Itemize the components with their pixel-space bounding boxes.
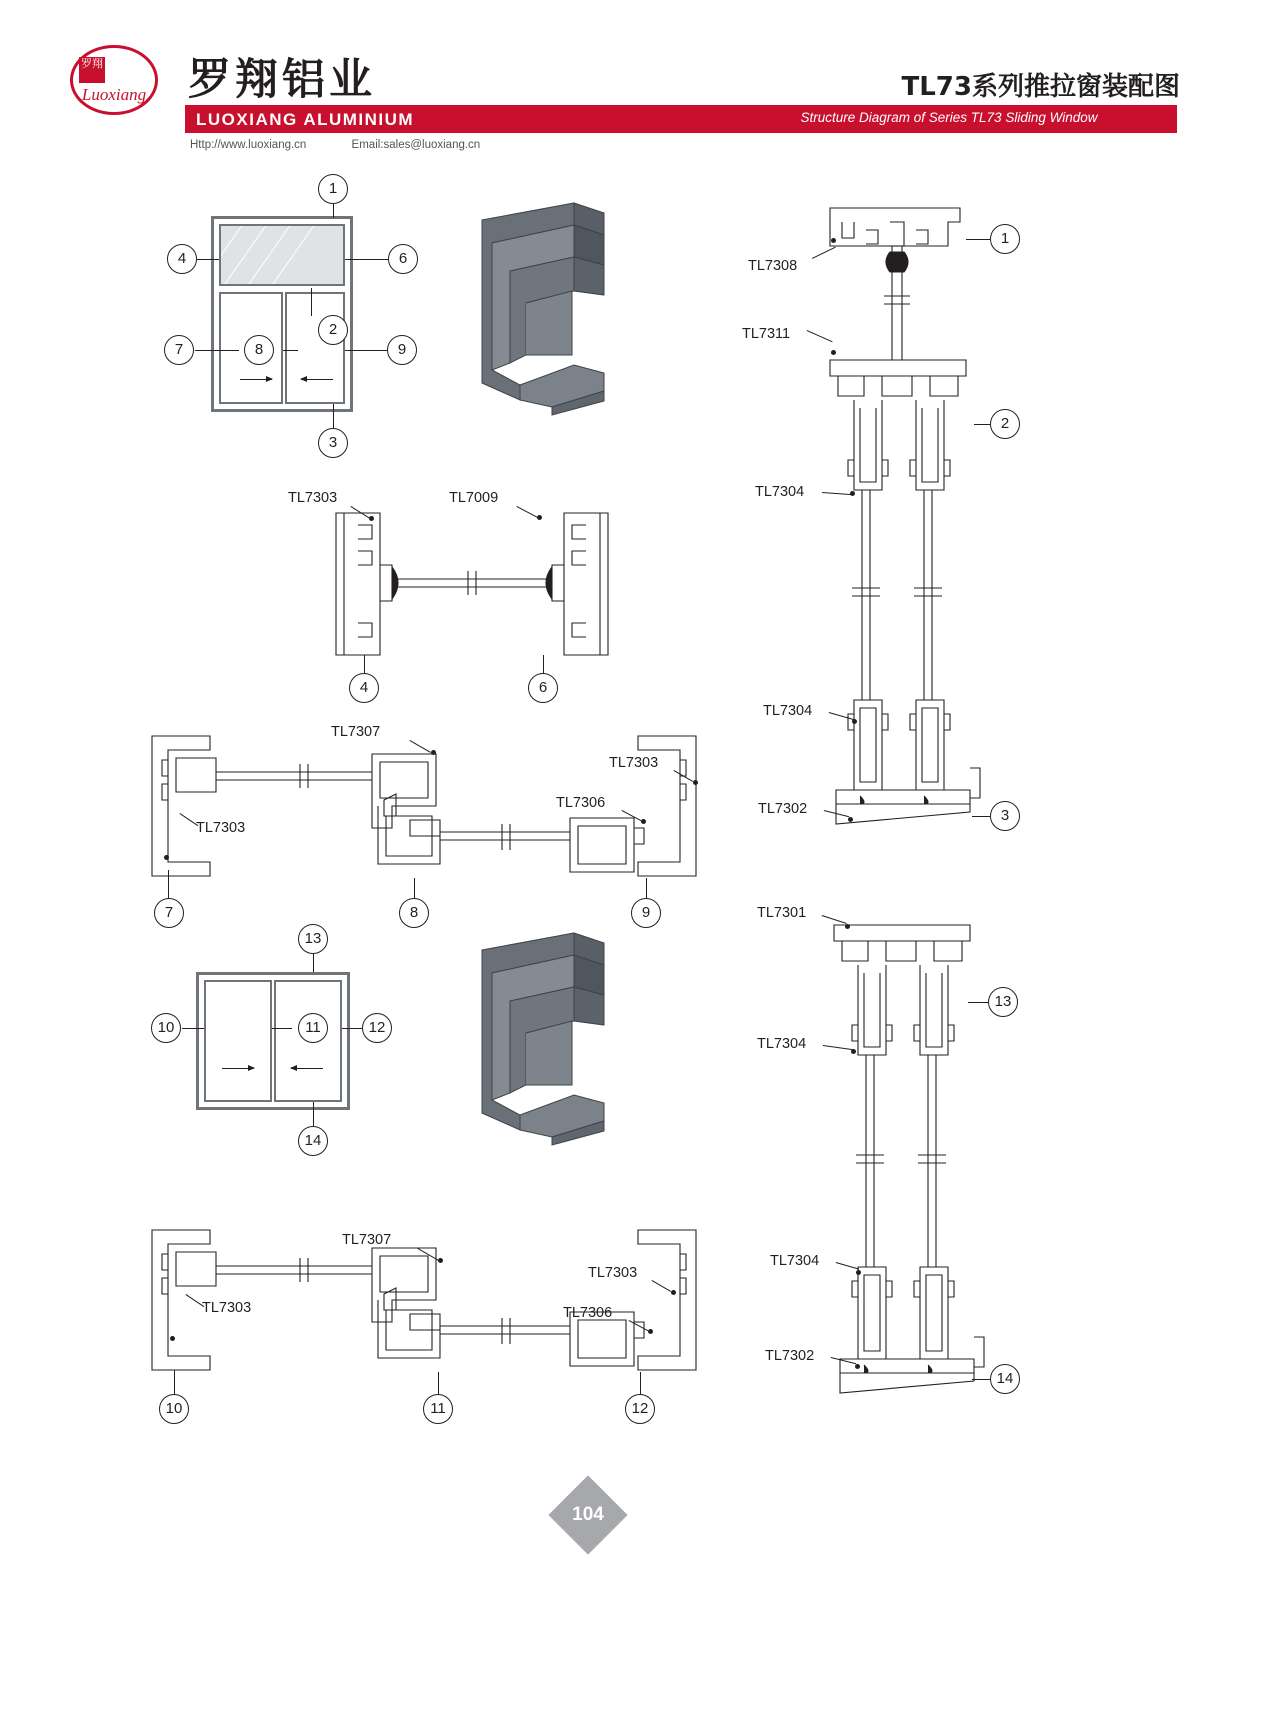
sash-right (285, 292, 345, 404)
callout-12-section: 12 (625, 1394, 655, 1424)
corner-render-bottom (452, 925, 632, 1145)
callout-8-section: 8 (399, 898, 429, 928)
slide-arrow-right-2 (222, 1068, 254, 1069)
brand-name-en: LUOXIANG ALUMINIUM (196, 110, 415, 129)
figure-right-column-upper (820, 200, 1020, 850)
callout-3-right: 3 (990, 801, 1020, 831)
callout-6-section: 6 (528, 673, 558, 703)
label-tl7304-lower-2: TL7304 (770, 1253, 820, 1269)
page-title-en: Structure Diagram of Series TL73 Sliding Window (800, 110, 1098, 125)
callout-8: 8 (244, 335, 274, 365)
callout-10-section: 10 (159, 1394, 189, 1424)
slide-arrow-right (240, 379, 272, 380)
label-tl7307-789: TL7307 (331, 724, 381, 740)
label-tl7307-111: TL7307 (342, 1232, 392, 1248)
callout-10: 10 (151, 1013, 181, 1043)
figure-section-4-6 (322, 505, 682, 680)
callout-4: 4 (167, 244, 197, 274)
callout-11-section: 11 (423, 1394, 453, 1424)
contact-info (190, 139, 522, 151)
slide-arrow-left-2 (291, 1068, 323, 1069)
page-number-badge (551, 1478, 629, 1556)
label-tl7301: TL7301 (757, 905, 807, 921)
callout-7-section: 7 (154, 898, 184, 928)
email-text: Email:sales@luoxiang.cn (351, 139, 481, 151)
callout-3: 3 (318, 428, 348, 458)
label-tl7303-10: TL7303 (202, 1300, 252, 1316)
slide-arrow-left (301, 379, 333, 380)
corner-render-top (452, 195, 632, 415)
sash-left-2 (204, 980, 272, 1102)
callout-6: 6 (388, 244, 418, 274)
page-title-cn: TL73系列推拉窗装配图 (901, 72, 1180, 102)
callout-1-right: 1 (990, 224, 1020, 254)
label-tl7306-11: TL7306 (563, 1305, 613, 1321)
callout-1: 1 (318, 174, 348, 204)
callout-13-right: 13 (988, 987, 1018, 1017)
label-tl7302-lower: TL7302 (765, 1348, 815, 1364)
callout-9-section: 9 (631, 898, 661, 928)
label-tl7304-lower: TL7304 (757, 1036, 807, 1052)
callout-14: 14 (298, 1126, 328, 1156)
callout-13: 13 (298, 924, 328, 954)
label-tl7303-9: TL7303 (609, 755, 659, 771)
label-tl7304-upper-2: TL7304 (763, 703, 813, 719)
label-tl7302-upper: TL7302 (758, 801, 808, 817)
callout-9: 9 (387, 335, 417, 365)
website-text: Http://www.luoxiang.cn (190, 139, 307, 151)
logo-mark-label: 罗翔 (79, 57, 105, 83)
label-tl7303-46: TL7303 (288, 490, 338, 506)
label-tl7308: TL7308 (748, 258, 798, 274)
callout-7: 7 (164, 335, 194, 365)
page-number: 104 (572, 1504, 604, 1525)
label-tl7306-8: TL7306 (556, 795, 606, 811)
callout-2: 2 (318, 315, 348, 345)
label-tl7009-46: TL7009 (449, 490, 499, 506)
callout-2-right: 2 (990, 409, 1020, 439)
figure-right-column-lower (820, 915, 1020, 1425)
fixed-glass-upper (219, 224, 345, 286)
label-tl7311: TL7311 (742, 326, 791, 342)
label-tl7304-upper: TL7304 (755, 484, 805, 500)
callout-12: 12 (362, 1013, 392, 1043)
callout-11: 11 (298, 1013, 328, 1043)
label-tl7303-12: TL7303 (588, 1265, 638, 1281)
brand-name-cn: 罗翔铝业 (188, 55, 376, 105)
page-header (0, 0, 1277, 170)
company-logo (70, 45, 160, 117)
logo-script-label: Luoxiang (81, 85, 147, 104)
callout-14-right: 14 (990, 1364, 1020, 1394)
callout-4-section: 4 (349, 673, 379, 703)
label-tl7303-7: TL7303 (196, 820, 246, 836)
